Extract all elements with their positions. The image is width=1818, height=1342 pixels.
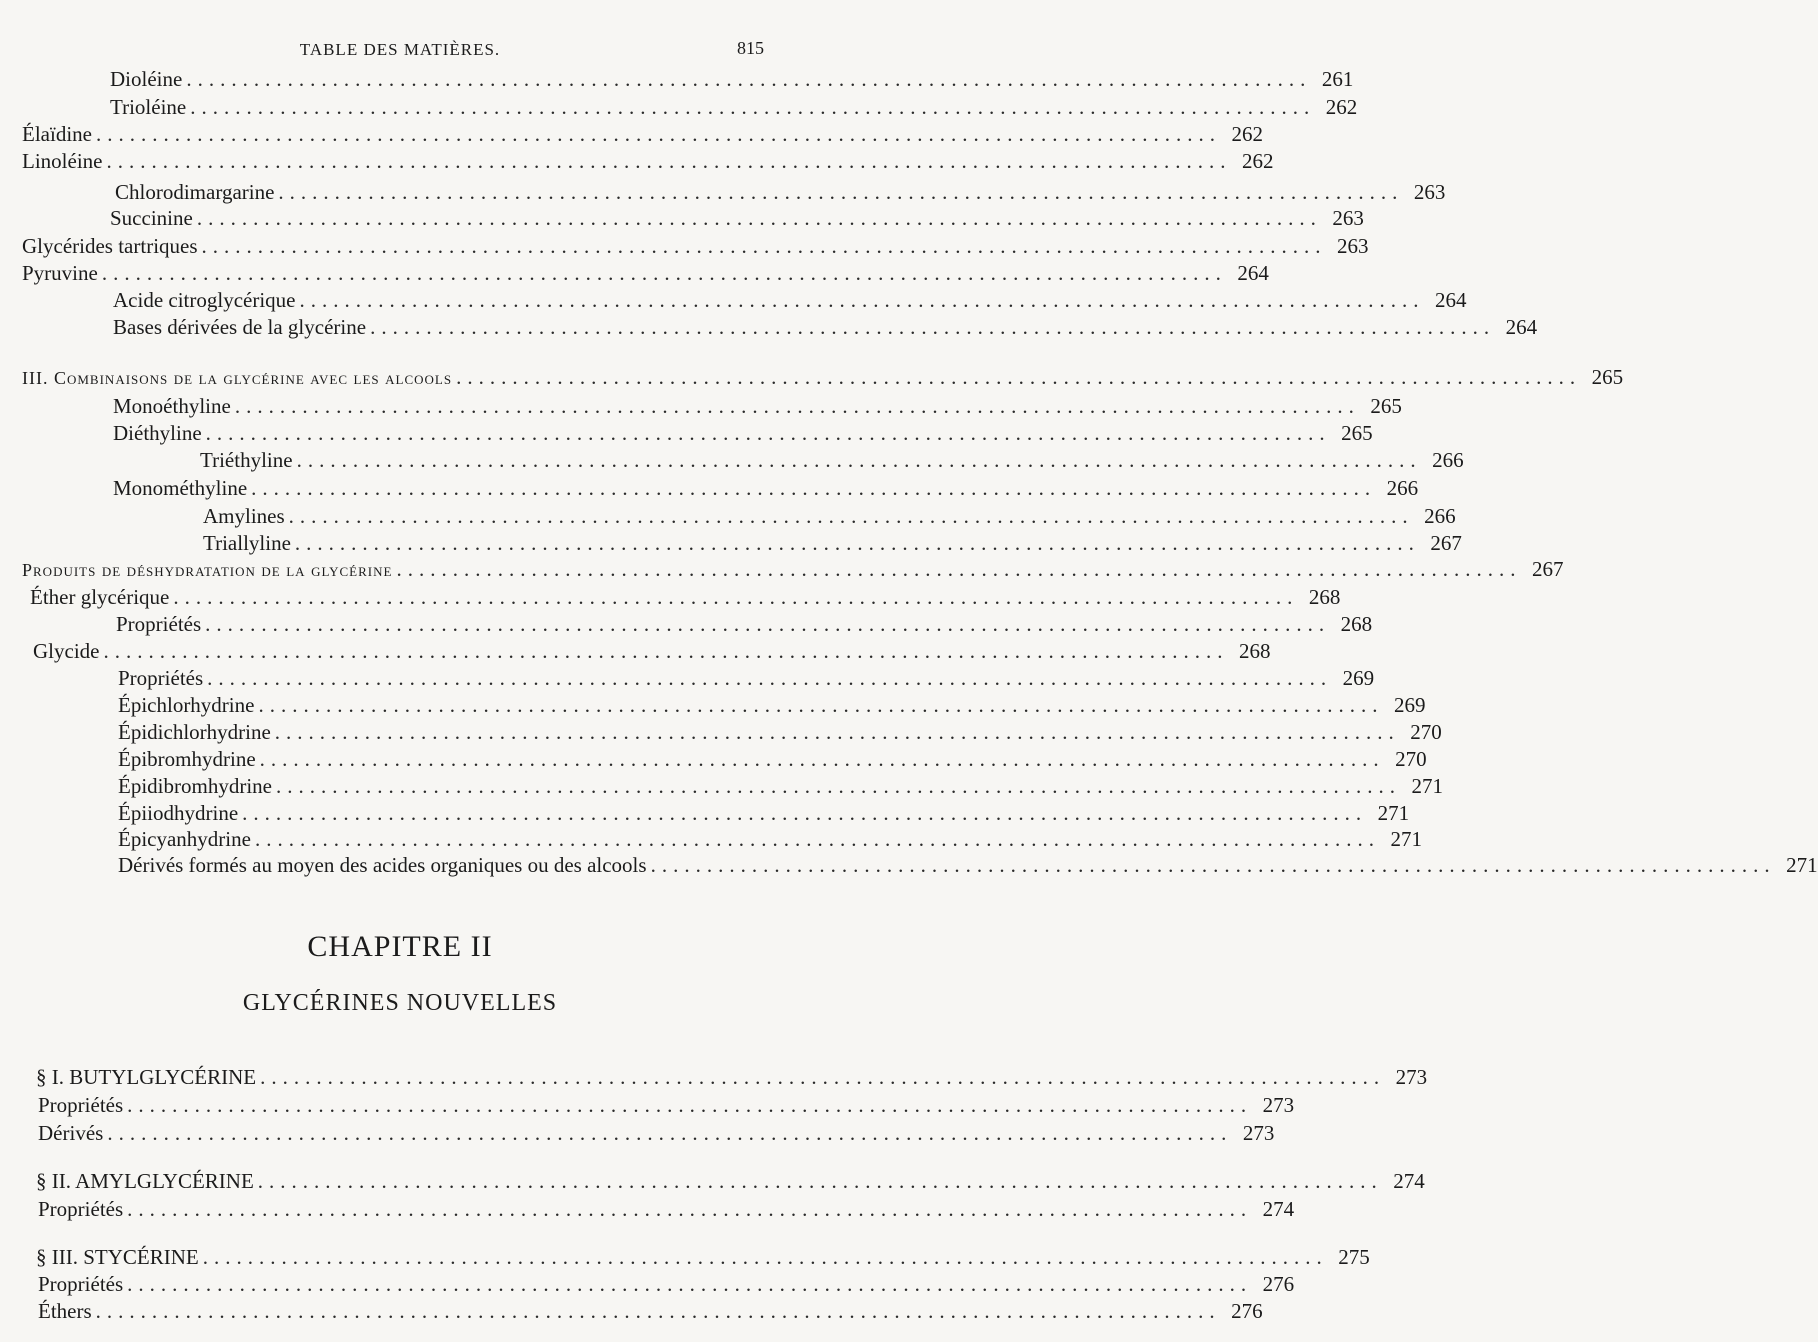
entry-page: 270	[1395, 747, 1427, 771]
toc-entry	[203, 530, 1462, 556]
dot-leader: ....................................................................................................	[259, 747, 1385, 771]
entry-page: 273	[1395, 1065, 1428, 1089]
toc-entry	[110, 66, 1354, 92]
entry-page: 273	[1262, 1093, 1295, 1117]
entry-page: 264	[1505, 315, 1538, 339]
entry-label: § II. AMYLGLYCÉRINE	[36, 1169, 254, 1193]
entry-page: 263	[1337, 234, 1369, 258]
entry-label: Épidibromhydrine	[118, 774, 272, 798]
dot-leader: ....................................................................................................	[288, 504, 1414, 528]
toc-entry	[113, 420, 1373, 446]
dot-leader: ....................................................................................................	[275, 774, 1401, 798]
dot-leader: ....................................................................................................	[456, 365, 1582, 389]
entry-page: 271	[1411, 774, 1443, 798]
entry-page: 267	[1430, 531, 1462, 555]
entry-page: 268	[1308, 585, 1341, 609]
dot-leader: ....................................................................................................	[254, 827, 1380, 851]
toc-entry	[118, 773, 1443, 799]
entry-label: Monométhyline	[113, 476, 248, 500]
entry-label: Glycérides tartriques	[22, 234, 198, 258]
entry-page: 262	[1241, 149, 1274, 173]
entry-label: Chlorodimargarine	[115, 180, 275, 204]
dot-leader: ....................................................................................................	[396, 557, 1522, 581]
entry-page: 274	[1393, 1169, 1425, 1193]
entry-page: 269	[1393, 693, 1426, 717]
entry-page: 275	[1338, 1245, 1370, 1269]
dot-leader: ....................................................................................................	[260, 1065, 1386, 1089]
entry-label: Éthers	[38, 1299, 92, 1323]
toc-entry	[115, 179, 1446, 205]
entry-label: Dioléine	[110, 67, 183, 91]
toc-section-entry	[22, 556, 1564, 583]
toc-entry	[33, 638, 1271, 664]
toc-entry	[110, 94, 1358, 120]
dot-leader: ....................................................................................................	[196, 206, 1322, 230]
dot-leader: ....................................................................................................	[370, 315, 1496, 339]
entry-page: 265	[1370, 394, 1402, 418]
toc-entry	[38, 1298, 1263, 1324]
entry-label: Épiiodhydrine	[118, 801, 239, 825]
dot-leader: ....................................................................................................	[258, 693, 1384, 717]
entry-label: Triéthyline	[200, 448, 293, 472]
entry-page: 273	[1242, 1121, 1275, 1145]
entry-label: Linoléine	[22, 149, 103, 173]
dot-leader: ....................................................................................................	[299, 288, 1425, 312]
page-number: 815	[737, 38, 764, 58]
entry-page: 268	[1238, 639, 1271, 663]
dot-leader: ....................................................................................................	[294, 531, 1420, 555]
dot-leader: ....................................................................................................	[173, 585, 1299, 609]
entry-label: Dérivés	[38, 1121, 104, 1145]
toc-entry	[36, 1244, 1370, 1270]
entry-page: 270	[1410, 720, 1442, 744]
entry-label: Propriétés	[38, 1093, 124, 1117]
dot-leader: ....................................................................................................	[127, 1272, 1253, 1296]
entry-label: Propriétés	[38, 1197, 124, 1221]
toc-entry	[22, 121, 1263, 147]
dot-leader: ....................................................................................................	[251, 476, 1377, 500]
entry-page: 271	[1786, 853, 1818, 877]
dot-leader: ....................................................................................................	[234, 394, 1360, 418]
dot-leader: ....................................................................................................	[650, 853, 1776, 877]
toc-entry	[38, 1196, 1295, 1222]
dot-leader: ....................................................................................................	[95, 1299, 1221, 1323]
entry-label: Glycide	[33, 639, 100, 663]
dot-leader: ....................................................................................................	[127, 1197, 1253, 1221]
dot-leader: ....................................................................................................	[205, 421, 1331, 445]
entry-label: Élaïdine	[22, 122, 92, 146]
entry-label: Épicyanhydrine	[118, 827, 251, 851]
entry-page: 262	[1231, 122, 1263, 146]
entry-label: § III. STYCÉRINE	[36, 1245, 199, 1269]
entry-label: Amylines	[203, 504, 285, 528]
entry-page: 263	[1332, 206, 1364, 230]
entry-label: Bases dérivées de la glycérine	[113, 315, 367, 339]
entry-page: 263	[1413, 180, 1446, 204]
toc-entry	[22, 260, 1269, 286]
dot-leader: ....................................................................................................	[201, 234, 1327, 258]
toc-entry	[22, 148, 1274, 174]
entry-label: Diéthyline	[113, 421, 202, 445]
toc-entry	[118, 800, 1410, 826]
toc-entry	[203, 503, 1456, 529]
entry-page: 271	[1377, 801, 1410, 825]
dot-leader: ....................................................................................................	[257, 1169, 1383, 1193]
toc-entry	[118, 692, 1426, 718]
toc-entry	[38, 1092, 1295, 1118]
entry-page: 264	[1237, 261, 1269, 285]
entry-label: Triallyline	[203, 531, 291, 555]
toc-entry	[36, 1064, 1428, 1090]
chapter-title: CHAPITRE II	[307, 930, 493, 963]
dot-leader: ....................................................................................................	[207, 666, 1333, 690]
toc-entry	[118, 826, 1422, 852]
entry-label: Dérivés formés au moyen des acides organiques ou des alcools	[118, 853, 647, 877]
entry-label: Propriétés	[118, 666, 204, 690]
entry-label: Trioléine	[110, 95, 187, 119]
toc-entry	[36, 1168, 1425, 1194]
entry-label: Acide citroglycérique	[113, 288, 296, 312]
chapter-subtitle: GLYCÉRINES NOUVELLES	[242, 990, 558, 1016]
dot-leader: ....................................................................................................	[107, 1121, 1233, 1145]
toc-entry	[113, 393, 1402, 419]
dot-leader: ....................................................................................................	[296, 448, 1422, 472]
toc-entry	[113, 287, 1467, 313]
toc-entry	[200, 447, 1464, 473]
toc-entry	[118, 665, 1375, 691]
entry-page: 269	[1342, 666, 1375, 690]
entry-page: 262	[1325, 95, 1358, 119]
entry-label: Propriétés	[116, 612, 202, 636]
running-header: TABLE DES MATIÈRES.	[299, 40, 501, 59]
entry-page: 266	[1432, 448, 1464, 472]
dot-leader: ....................................................................................................	[127, 1093, 1253, 1117]
entry-label: Épibromhydrine	[118, 747, 256, 771]
entry-page: 265	[1591, 365, 1624, 389]
toc-entry	[38, 1120, 1275, 1146]
dot-leader: ....................................................................................................	[202, 1245, 1328, 1269]
toc-entry	[22, 233, 1369, 259]
entry-page: 268	[1340, 612, 1373, 636]
dot-leader: ....................................................................................................	[106, 149, 1232, 173]
entry-page: 276	[1262, 1272, 1295, 1296]
toc-entry	[113, 314, 1538, 340]
toc-entry	[38, 1271, 1295, 1297]
entry-label: Pyruvine	[22, 261, 98, 285]
dot-leader: ....................................................................................................	[103, 639, 1229, 663]
entry-page: 266	[1424, 504, 1456, 528]
dot-leader: ....................................................................................................	[95, 122, 1221, 146]
entry-page: 267	[1531, 557, 1564, 581]
toc-entry	[116, 611, 1373, 637]
section-label: Produits de déshydratation de la glycérine	[22, 560, 393, 580]
entry-label: § I. BUTYLGLYCÉRINE	[36, 1065, 257, 1089]
toc-entry	[118, 852, 1818, 878]
entry-page: 266	[1386, 476, 1419, 500]
entry-page: 274	[1262, 1197, 1295, 1221]
entry-page: 265	[1341, 421, 1373, 445]
entry-label: Propriétés	[38, 1272, 124, 1296]
section-label: III. Combinaisons de la glycérine avec les alcools	[22, 368, 453, 388]
toc-entry	[113, 475, 1419, 501]
dot-leader: ....................................................................................................	[186, 67, 1312, 91]
entry-page: 276	[1231, 1299, 1263, 1323]
dot-leader: ....................................................................................................	[101, 261, 1227, 285]
dot-leader: ....................................................................................................	[242, 801, 1368, 825]
entry-page: 261	[1321, 67, 1354, 91]
toc-entry	[110, 205, 1364, 231]
toc-entry	[118, 719, 1442, 745]
toc-section-entry	[22, 364, 1624, 391]
entry-page: 271	[1390, 827, 1422, 851]
toc-entry	[30, 584, 1341, 610]
dot-leader: ....................................................................................................	[205, 612, 1331, 636]
entry-label: Succinine	[110, 206, 193, 230]
entry-label: Monoéthyline	[113, 394, 231, 418]
entry-label: Épichlorhydrine	[118, 693, 255, 717]
dot-leader: ....................................................................................................	[190, 95, 1316, 119]
dot-leader: ....................................................................................................	[274, 720, 1400, 744]
entry-page: 264	[1435, 288, 1467, 312]
toc-entry	[118, 746, 1427, 772]
entry-label: Épidichlorhydrine	[118, 720, 271, 744]
dot-leader: ....................................................................................................	[278, 180, 1404, 204]
entry-label: Éther glycérique	[30, 585, 170, 609]
